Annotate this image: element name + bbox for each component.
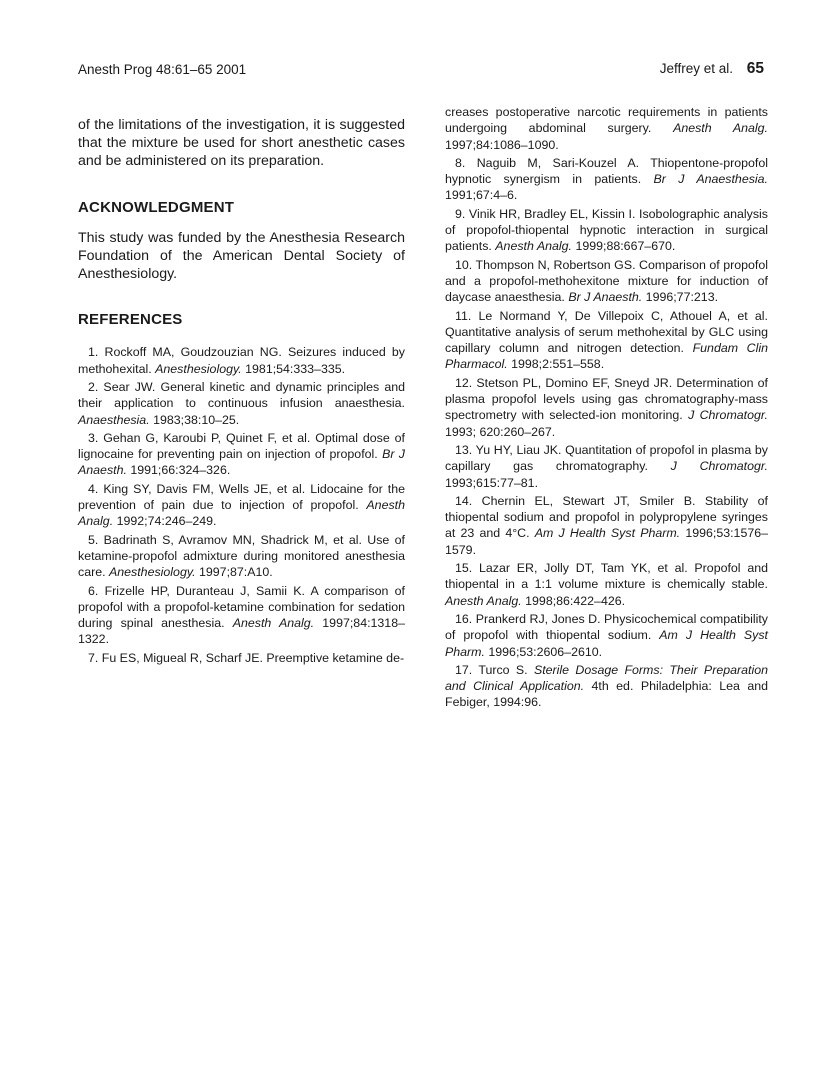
reference-journal: Anesth Analg. bbox=[445, 593, 522, 608]
reference-journal: Br J Anaesthesia. bbox=[653, 172, 768, 187]
reference-item bbox=[445, 206, 768, 255]
reference-item bbox=[78, 650, 405, 666]
references-heading: REFERENCES bbox=[78, 311, 183, 329]
running-authors: Jeffrey et al. bbox=[659, 61, 733, 76]
reference-item bbox=[78, 481, 405, 530]
reference-volume: 1983;38:10–25. bbox=[149, 412, 240, 427]
reference-journal: Br J Anaesth. bbox=[568, 290, 643, 305]
reference-text: 3. Gehan G, Karoubi P, Quinet F, et al. Optimal dose of lignocaine for preventing pain on injection of propofol. bbox=[78, 430, 405, 462]
reference-journal: Anesth Analg. bbox=[495, 239, 572, 254]
reference-volume: 1999;88:667–670. bbox=[572, 239, 676, 254]
reference-volume: 1991;67:4–6. bbox=[445, 188, 518, 203]
reference-journal: Sterile Dosage Forms: Their Preparation and Clinical Application. bbox=[445, 662, 768, 694]
reference-text: 16. Prankerd RJ, Jones D. Physicochemical compatibility of propofol with thiopental sodium. bbox=[445, 611, 768, 643]
reference-text: 9. Vinik HR, Bradley EL, Kissin I. Isobolographic analysis of propofol-thiopental hypnotic interaction in surgical patients. bbox=[445, 206, 768, 254]
reference-journal: Am J Health Syst Pharm. bbox=[534, 526, 681, 541]
reference-volume: 1997;84:1318–1322. bbox=[78, 616, 405, 647]
reference-journal: Anesthesiology. bbox=[155, 361, 242, 376]
reference-journal: Anesth Analg. bbox=[78, 498, 405, 529]
reference-volume: 1993; 620:260–267. bbox=[445, 424, 556, 439]
reference-volume: 1997;84:1086–1090. bbox=[445, 137, 559, 152]
reference-volume: 1997;87:A10. bbox=[195, 565, 273, 580]
reference-item bbox=[445, 662, 768, 711]
journal-citation: Anesth Prog 48:61–65 2001 bbox=[78, 62, 247, 77]
reference-item bbox=[445, 611, 768, 660]
reference-item bbox=[78, 344, 405, 377]
page-number: 65 bbox=[746, 60, 764, 77]
reference-volume: 1993;615:77–81. bbox=[445, 475, 539, 490]
reference-volume: 1992;74:246–249. bbox=[113, 514, 217, 529]
reference-volume: 4th ed. Philadelphia: Lea and Febiger, 1994:96. bbox=[445, 679, 768, 710]
reference-item bbox=[445, 308, 768, 373]
reference-item bbox=[78, 532, 405, 581]
reference-text: 2. Sear JW. General kinetic and dynamic principles and their application to continuous infusion anaesthesia. bbox=[78, 380, 405, 411]
reference-item bbox=[78, 583, 405, 648]
reference-item bbox=[445, 375, 768, 440]
reference-text: 8. Naguib M, Sari-Kouzel A. Thiopentone-propofol hypnotic synergism in patients. bbox=[445, 155, 768, 187]
running-header bbox=[78, 60, 764, 84]
reference-item bbox=[445, 104, 768, 153]
left-column bbox=[78, 104, 405, 668]
reference-volume: 1998;2:551–558. bbox=[507, 357, 605, 372]
header-right bbox=[660, 60, 764, 78]
reference-text: 12. Stetson PL, Domino EF, Sneyd JR. Determination of plasma propofol levels using gas chromatography-mass spectrometry with selected-ion monitoring. bbox=[445, 375, 768, 423]
reference-item bbox=[78, 430, 405, 479]
intro-paragraph: of the limitations of the investigation, it is suggested that the mixture be used for short anesthetic cases and be administered on its preparation. bbox=[78, 117, 405, 169]
reference-volume: 1996;53:1576–1579. bbox=[445, 526, 769, 557]
reference-text: 11. Le Normand Y, De Villepoix C, Athouel A, et al. Quantitative analysis of serum methohexital by GLC using capillary column and nitrogen detection. bbox=[445, 308, 768, 356]
reference-volume: 1991;66:324–326. bbox=[126, 463, 231, 478]
reference-journal: Anesthesiology. bbox=[109, 565, 196, 580]
reference-journal: Br J Anaesth. bbox=[78, 447, 406, 478]
reference-text: 14. Chernin EL, Stewart JT, Smiler B. Stability of thiopental sodium and propofol in polypropylene syringes at 23 and 4°C. bbox=[445, 493, 768, 541]
reference-journal: J Chromatogr. bbox=[688, 408, 768, 423]
reference-text: 6. Frizelle HP, Duranteau J, Samii K. A comparison of propofol with a propofol-ketamine combination for sedation during spinal anesthesia. bbox=[78, 583, 405, 631]
reference-item bbox=[445, 560, 768, 609]
reference-text: creases postoperative narcotic requirements in patients undergoing abdominal surgery. bbox=[445, 105, 768, 136]
reference-item bbox=[78, 379, 405, 428]
reference-volume: 1981;54:333–335. bbox=[241, 361, 346, 376]
reference-journal: Anesth Analg. bbox=[673, 121, 768, 136]
reference-journal: Anaesthesia. bbox=[78, 412, 150, 427]
reference-journal: Fundam Clin Pharmacol. bbox=[445, 341, 768, 372]
reference-list-right bbox=[445, 104, 768, 711]
reference-item bbox=[445, 155, 768, 204]
acknowledgment-heading: ACKNOWLEDGMENT bbox=[78, 199, 235, 216]
reference-item bbox=[445, 257, 768, 306]
reference-text: 7. Fu ES, Migueal R, Scharf JE. Preemptive ketamine de- bbox=[88, 650, 405, 665]
reference-text: 5. Badrinath S, Avramov MN, Shadrick M, et al. Use of ketamine-propofol admixture during monitored anesthesia care. bbox=[78, 532, 405, 580]
reference-journal: Anesth Analg. bbox=[232, 616, 315, 631]
reference-text: 1. Rockoff MA, Goudzouzian NG. Seizures induced by methohexital. bbox=[78, 345, 405, 376]
reference-volume: 1998;86:422–426. bbox=[521, 593, 626, 608]
reference-text: 4. King SY, Davis FM, Wells JE, et al. Lidocaine for the prevention of pain due to injection of propofol. bbox=[78, 481, 405, 513]
reference-text: 10. Thompson N, Robertson GS. Comparison of propofol and a propofol-methohexitone mixture for induction of daycase anaesthesia. bbox=[445, 257, 768, 305]
acknowledgment-text: This study was funded by the Anesthesia Research Foundation of the American Dental Society of Anesthesiology. bbox=[78, 230, 405, 283]
reference-list-left bbox=[78, 344, 405, 666]
right-column bbox=[445, 104, 768, 713]
reference-item bbox=[445, 493, 768, 558]
reference-text: 17. Turco S. bbox=[455, 662, 534, 677]
reference-journal: J Chromatogr. bbox=[670, 459, 768, 474]
reference-volume: 1996;53:2606–2610. bbox=[484, 644, 603, 659]
reference-volume: 1996;77:213. bbox=[642, 290, 719, 305]
reference-journal: Am J Health Syst Pharm. bbox=[445, 628, 769, 659]
reference-text: 15. Lazar ER, Jolly DT, Tam YK, et al. Propofol and thiopental in a 1:1 volume mixture is chemically stable. bbox=[445, 561, 768, 592]
reference-text: 13. Yu HY, Liau JK. Quantitation of propofol in plasma by capillary gas chromatography. bbox=[445, 442, 768, 474]
reference-item bbox=[445, 442, 768, 491]
